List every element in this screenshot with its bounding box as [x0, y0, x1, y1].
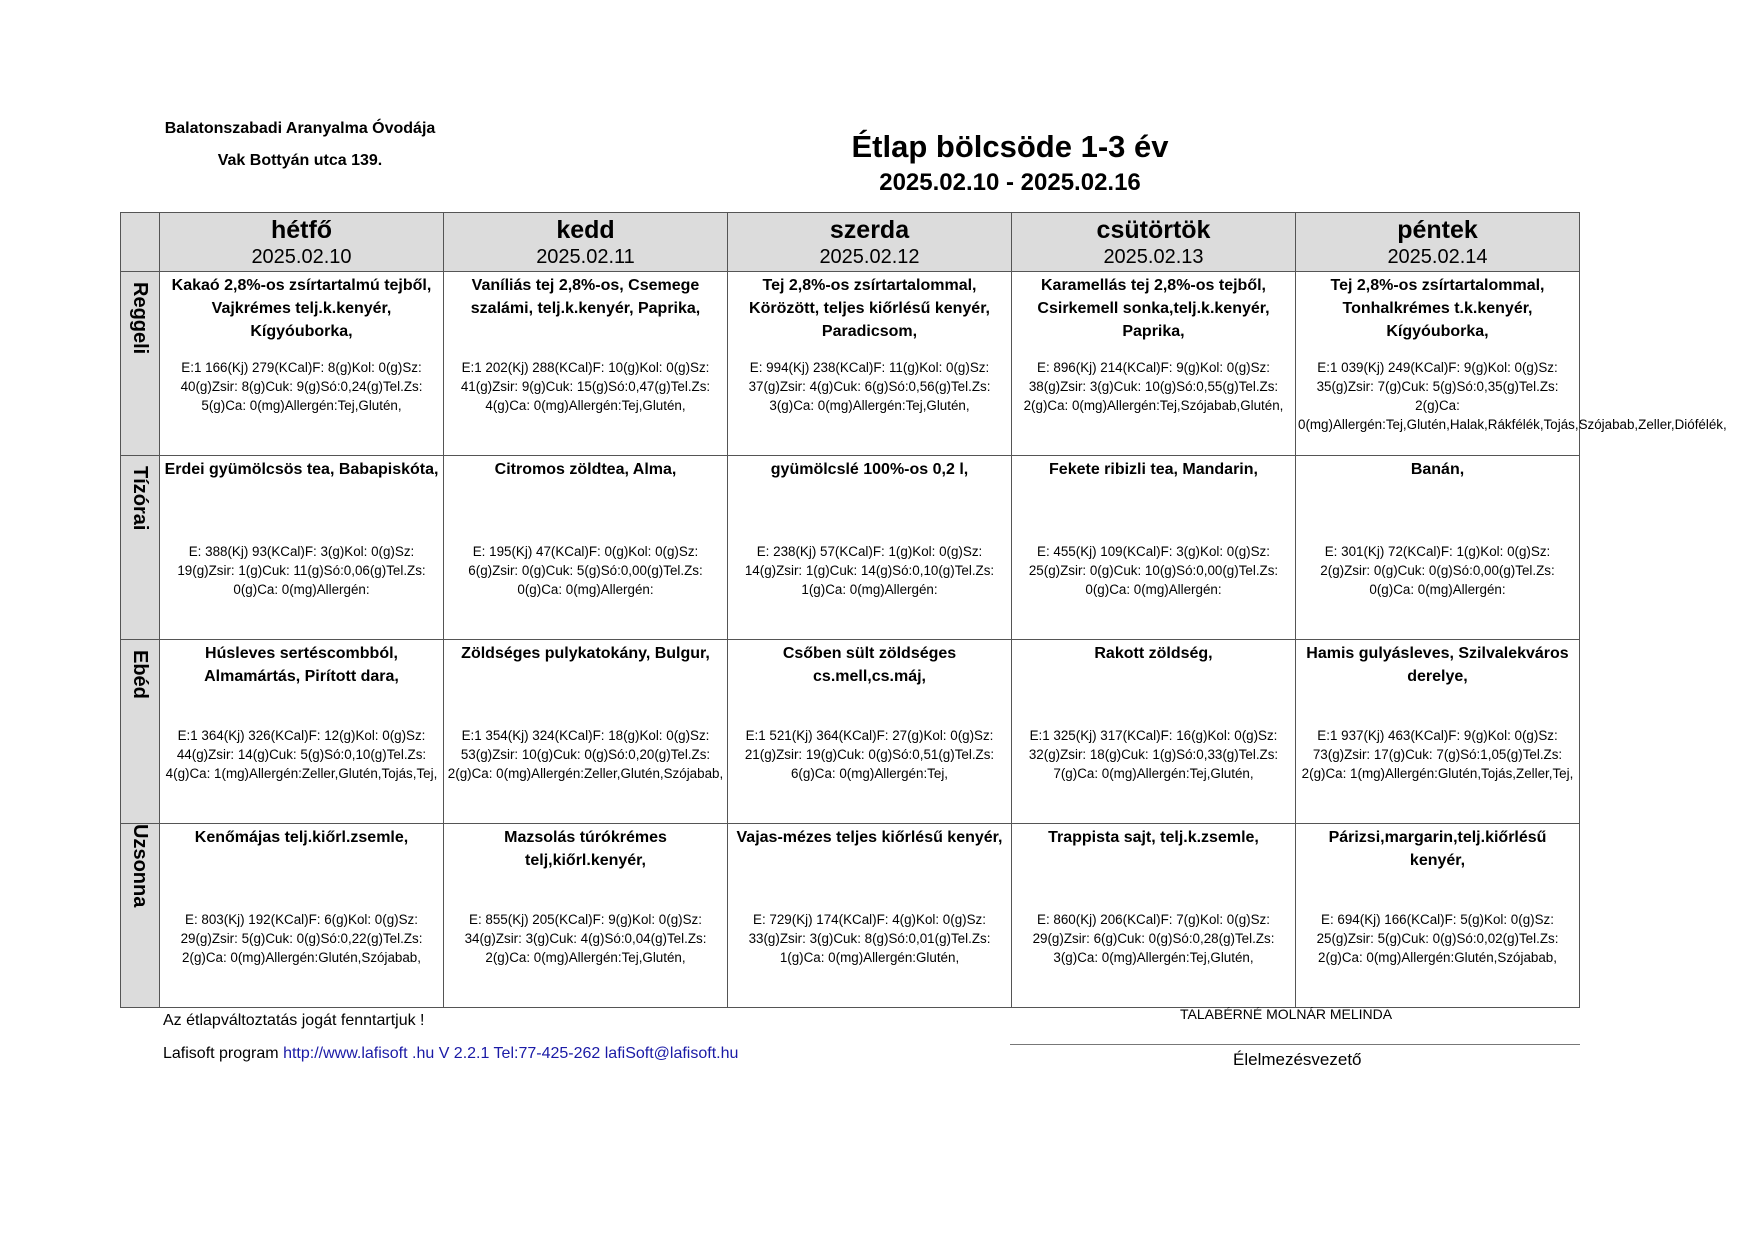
- day-date: 2025.02.12: [819, 246, 920, 268]
- day-date: 2025.02.13: [1103, 246, 1204, 268]
- signatory-role: Élelmezésvezető: [1233, 1050, 1362, 1069]
- nutrition-text: E: 729(Kj) 174(KCal)F: 4(g)Kol: 0(g)Sz: 33(g)Zsir: 3(g)Cuk: 8(g)Só:0,01(g)Tel.Zs: 1(g)Ca: 0(mg)Allergén:Glutén,: [748, 912, 991, 965]
- nutrition-text: E: 694(Kj) 166(KCal)F: 5(g)Kol: 0(g)Sz: 25(g)Zsir: 5(g)Cuk: 0(g)Só:0,02(g)Tel.Zs: 2(g)Ca: 0(mg)Allergén:Glutén,Szójabab,: [1316, 912, 1559, 965]
- meal-row-snack-afternoon: [121, 824, 1580, 1008]
- meal-label: Tízórai: [129, 466, 151, 531]
- meal-row-snack-morning: [121, 456, 1580, 640]
- day-name: péntek: [1397, 216, 1478, 244]
- dish-text: Fekete ribizli tea, Mandarin,: [1049, 461, 1258, 478]
- nutrition-text: E:1 937(Kj) 463(KCal)F: 9(g)Kol: 0(g)Sz: 73(g)Zsir: 17(g)Cuk: 7(g)Só:1,05(g)Tel.Zs: 2(g)Ca: 1(mg)Allergén:Glutén,Tojás,Zeller,Tej,: [1301, 728, 1574, 781]
- meal-label-cell: [121, 824, 160, 1008]
- program-link[interactable]: http://www.lafisoft .hu V 2.2.1 Tel:77-425-262 lafiSoft@lafisoft.hu: [283, 1045, 739, 1062]
- menu-cell: [1012, 824, 1296, 1008]
- date-range: 2025.02.10 - 2025.02.16: [879, 169, 1141, 196]
- dish-text: Mazsolás túrókrémes telj,kiőrl.kenyér,: [504, 829, 667, 869]
- nutrition-text: E: 994(Kj) 238(KCal)F: 11(g)Kol: 0(g)Sz: 37(g)Zsir: 4(g)Cuk: 6(g)Só:0,56(g)Tel.Zs: 3(g)Ca: 0(mg)Allergén:Tej,Glutén,: [748, 360, 991, 413]
- dish-text: Erdei gyümölcsös tea, Babapiskóta,: [164, 461, 439, 478]
- menu-cell: [160, 456, 444, 640]
- dish-text: Párizsi,margarin,telj.kiőrlésű kenyér,: [1328, 829, 1547, 869]
- dish-text: Zöldséges pulykatokány, Bulgur,: [461, 645, 710, 662]
- meal-label-cell: [121, 272, 160, 456]
- nutrition-text: E:1 354(Kj) 324(KCal)F: 18(g)Kol: 0(g)Sz: 53(g)Zsir: 10(g)Cuk: 0(g)Só:0,20(g)Tel.Zs: 2(g)Ca: 0(mg)Allergén:Zeller,Glutén,Szójabab,: [447, 728, 724, 781]
- signature-line: [1010, 1044, 1580, 1045]
- menu-cell: [444, 640, 728, 824]
- nutrition-text: E:1 166(Kj) 279(KCal)F: 8(g)Kol: 0(g)Sz: 40(g)Zsir: 8(g)Cuk: 9(g)Só:0,24(g)Tel.Zs: 5(g)Ca: 0(mg)Allergén:Tej,Glutén,: [180, 360, 423, 413]
- menu-cell: [160, 272, 444, 456]
- day-date: 2025.02.11: [536, 246, 635, 268]
- dish-text: Karamellás tej 2,8%-os tejből, Csirkemell sonka,telj.k.kenyér, Paprika,: [1037, 277, 1270, 340]
- header-corner: [121, 213, 160, 272]
- page-title: Étlap bölcsöde 1-3 év: [851, 129, 1169, 164]
- dish-text: Vaníliás tej 2,8%-os, Csemege szalámi, telj.k.kenyér, Paprika,: [470, 277, 701, 317]
- menu-cell: [1296, 456, 1580, 640]
- day-header-monday: [160, 213, 444, 272]
- nutrition-text: E:1 364(Kj) 326(KCal)F: 12(g)Kol: 0(g)Sz: 44(g)Zsir: 14(g)Cuk: 5(g)Só:0,10(g)Tel.Zs: 4(g)Ca: 1(mg)Allergén:Zeller,Glutén,Tojás,Tej,: [165, 728, 438, 781]
- disclaimer-text: Az étlapváltoztatás jogát fenntartjuk !: [163, 1012, 425, 1029]
- dish-text: Csőben sült zöldséges cs.mell,cs.máj,: [782, 645, 957, 685]
- menu-cell: [1296, 272, 1727, 456]
- menu-table: [120, 212, 1727, 1008]
- menu-cell: [728, 272, 1012, 456]
- day-header-friday: [1296, 213, 1580, 272]
- title-block: [760, 128, 1260, 198]
- dish-text: Rakott zöldség,: [1094, 645, 1213, 662]
- dish-text: Tej 2,8%-os zsírtartalommal, Tonhalkrémes t.k.kenyér, Kígyóuborka,: [1330, 277, 1545, 340]
- meal-label-cell: [121, 456, 160, 640]
- menu-cell: [1296, 640, 1580, 824]
- dish-text: Trappista sajt, telj.k.zsemle,: [1048, 829, 1259, 846]
- day-header-wednesday: [728, 213, 1012, 272]
- nutrition-text: E:1 039(Kj) 249(KCal)F: 9(g)Kol: 0(g)Sz: 35(g)Zsir: 7(g)Cuk: 5(g)Só:0,35(g)Tel.Zs: 2(g)Ca: 0(mg)Allergén:Tej,Glutén,Halak,Rákfélék,Tojás,Szójabab,Zeller,Diófélék,: [1298, 360, 1727, 432]
- menu-cell: [444, 824, 728, 1008]
- nutrition-text: E: 860(Kj) 206(KCal)F: 7(g)Kol: 0(g)Sz: 29(g)Zsir: 6(g)Cuk: 0(g)Só:0,28(g)Tel.Zs: 3(g)Ca: 0(mg)Allergén:Tej,Glutén,: [1032, 912, 1275, 965]
- menu-cell: [444, 272, 728, 456]
- program-prefix: Lafisoft program: [163, 1045, 279, 1062]
- menu-cell: [160, 640, 444, 824]
- day-date: 2025.02.14: [1387, 246, 1488, 268]
- menu-cell: [1012, 640, 1296, 824]
- dish-text: Citromos zöldtea, Alma,: [494, 461, 677, 478]
- menu-cell: [160, 824, 444, 1008]
- menu-cell: [1012, 456, 1296, 640]
- program-info: [163, 1045, 738, 1063]
- menu-cell: [1296, 824, 1580, 1008]
- nutrition-text: E: 195(Kj) 47(KCal)F: 0(g)Kol: 0(g)Sz: 6(g)Zsir: 0(g)Cuk: 5(g)Só:0,00(g)Tel.Zs: 0(g)Ca: 0(mg)Allergén:: [468, 544, 703, 597]
- day-date: 2025.02.10: [251, 246, 352, 268]
- day-name: hétfő: [270, 216, 333, 244]
- nutrition-text: E: 301(Kj) 72(KCal)F: 1(g)Kol: 0(g)Sz: 2(g)Zsir: 0(g)Cuk: 0(g)Só:0,00(g)Tel.Zs: 0(g)Ca: 0(mg)Allergén:: [1320, 544, 1555, 597]
- nutrition-text: E:1 325(Kj) 317(KCal)F: 16(g)Kol: 0(g)Sz: 32(g)Zsir: 18(g)Cuk: 1(g)Só:0,33(g)Tel.Zs: 7(g)Ca: 0(mg)Allergén:Tej,Glutén,: [1028, 728, 1279, 781]
- nutrition-text: E:1 521(Kj) 364(KCal)F: 27(g)Kol: 0(g)Sz: 21(g)Zsir: 19(g)Cuk: 0(g)Só:0,51(g)Tel.Zs: 6(g)Ca: 0(mg)Allergén:Tej,: [744, 728, 995, 781]
- meal-row-breakfast: [121, 272, 1580, 456]
- institution-block: [150, 118, 450, 172]
- nutrition-text: E: 896(Kj) 214(KCal)F: 9(g)Kol: 0(g)Sz: 38(g)Zsir: 3(g)Cuk: 10(g)Só:0,55(g)Tel.Zs: 2(g)Ca: 0(mg)Allergén:Tej,Szójabab,Glutén,: [1023, 360, 1284, 413]
- dish-text: Banán,: [1410, 461, 1465, 478]
- day-header-tuesday: [444, 213, 728, 272]
- meal-label: Reggeli: [129, 282, 151, 355]
- nutrition-text: E: 455(Kj) 109(KCal)F: 3(g)Kol: 0(g)Sz: 25(g)Zsir: 0(g)Cuk: 10(g)Só:0,00(g)Tel.Zs: 0(g)Ca: 0(mg)Allergén:: [1028, 544, 1279, 597]
- dish-text: Kenőmájas telj.kiőrl.zsemle,: [194, 829, 409, 846]
- signatory-name: TALABÉRNÉ MOLNÁR MELINDA: [1180, 1006, 1393, 1022]
- menu-cell: [444, 456, 728, 640]
- day-name: kedd: [556, 216, 615, 244]
- day-header-thursday: [1012, 213, 1296, 272]
- nutrition-text: E: 855(Kj) 205(KCal)F: 9(g)Kol: 0(g)Sz: 34(g)Zsir: 3(g)Cuk: 4(g)Só:0,04(g)Tel.Zs: 2(g)Ca: 0(mg)Allergén:Tej,Glutén,: [464, 912, 707, 965]
- dish-text: gyümölcslé 100%-os 0,2 l,: [770, 461, 969, 478]
- dish-text: Vajas-mézes teljes kiőrlésű kenyér,: [736, 829, 1003, 846]
- institution-address: Vak Bottyán utca 139.: [217, 152, 383, 169]
- meal-label: Ebéd: [129, 650, 151, 699]
- menu-cell: [728, 456, 1012, 640]
- meal-label-cell: [121, 640, 160, 824]
- meal-row-lunch: [121, 640, 1580, 824]
- meal-label: Uzsonna: [129, 824, 151, 908]
- dish-text: Kakaó 2,8%-os zsírtartalmú tejből, Vajkrémes telj.k.kenyér, Kígyóuborka,: [171, 277, 432, 340]
- menu-cell: [728, 640, 1012, 824]
- day-name: csütörtök: [1096, 216, 1211, 244]
- nutrition-text: E:1 202(Kj) 288(KCal)F: 10(g)Kol: 0(g)Sz: 41(g)Zsir: 9(g)Cuk: 15(g)Só:0,47(g)Tel.Zs: 4(g)Ca: 0(mg)Allergén:Tej,Glutén,: [460, 360, 711, 413]
- nutrition-text: E: 388(Kj) 93(KCal)F: 3(g)Kol: 0(g)Sz: 19(g)Zsir: 1(g)Cuk: 11(g)Só:0,06(g)Tel.Zs: 0(g)Ca: 0(mg)Allergén:: [177, 544, 426, 597]
- nutrition-text: E: 238(Kj) 57(KCal)F: 1(g)Kol: 0(g)Sz: 14(g)Zsir: 1(g)Cuk: 14(g)Só:0,10(g)Tel.Zs: 1(g)Ca: 0(mg)Allergén:: [744, 544, 995, 597]
- day-header-row: [121, 213, 1580, 272]
- nutrition-text: E: 803(Kj) 192(KCal)F: 6(g)Kol: 0(g)Sz: 29(g)Zsir: 5(g)Cuk: 0(g)Só:0,22(g)Tel.Zs: 2(g)Ca: 0(mg)Allergén:Glutén,Szójabab,: [180, 912, 423, 965]
- day-name: szerda: [829, 216, 910, 244]
- dish-text: Hamis gulyásleves, Szilvalekváros derelye,: [1306, 645, 1569, 685]
- dish-text: Húsleves sertéscombból, Almamártás, Pirított dara,: [204, 645, 399, 685]
- menu-cell: [1012, 272, 1296, 456]
- institution-name: Balatonszabadi Aranyalma Óvodája: [164, 120, 436, 137]
- dish-text: Tej 2,8%-os zsírtartalommal, Körözött, teljes kiőrlésű kenyér, Paradicsom,: [749, 277, 990, 340]
- menu-cell: [728, 824, 1012, 1008]
